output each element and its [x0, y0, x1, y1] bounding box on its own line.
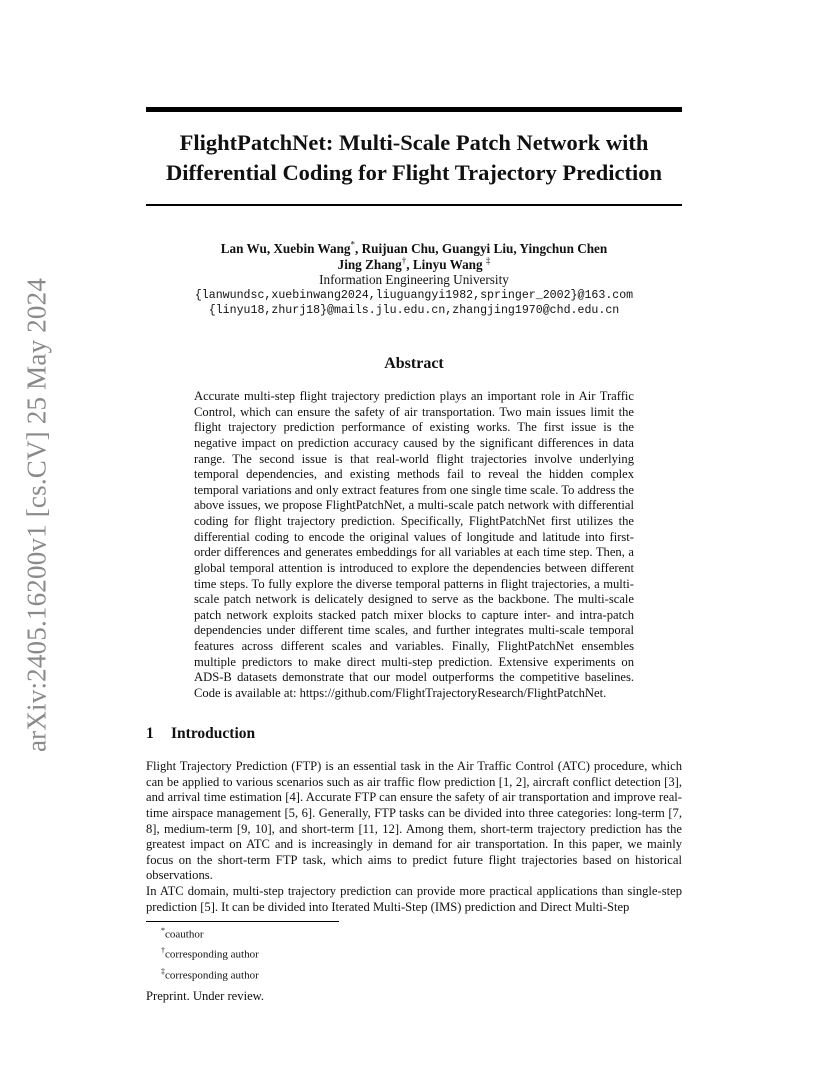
affiliation: Information Engineering University	[319, 272, 509, 287]
corresponding-mark-1: †	[401, 255, 407, 266]
email-line-2: {linyu18,zhurj18}@mails.jlu.edu.cn,zhangjing1970@chd.edu.cn	[208, 304, 620, 317]
footnote-1	[161, 923, 259, 943]
footnote-1-text: coauthor	[165, 928, 204, 941]
authors-text-c: Jing Zhang	[337, 256, 402, 272]
email-line-1: {lanwundsc,xuebinwang2024,liuguangyi1982,springer_2002}@163.com	[194, 288, 634, 302]
section-heading-introduction	[146, 725, 255, 743]
authors-text-b: , Ruijuan Chu, Guangyi Liu, Yingchun Chen	[355, 241, 608, 256]
authors-text-d: , Linyu Wang	[406, 256, 483, 272]
footnotes	[161, 923, 259, 984]
arxiv-identifier: arXiv:2405.16200v1 [cs.CV] 25 May 2024	[21, 277, 52, 753]
author-names-line-2	[146, 257, 682, 273]
preprint-note: Preprint. Under review.	[146, 989, 265, 1003]
author-names-line-1	[146, 241, 682, 257]
footnote-3-mark: ‡	[161, 966, 165, 976]
title-rule-top	[146, 107, 682, 112]
section-number: 1	[146, 725, 154, 742]
footnote-2	[161, 943, 259, 963]
paper-title-line-2: Differential Coding for Flight Trajectory Prediction	[166, 160, 662, 185]
abstract-heading: Abstract	[384, 355, 444, 372]
paper-title	[146, 128, 682, 188]
paper-title-line-1: FlightPatchNet: Multi-Scale Patch Network with	[179, 130, 649, 155]
corresponding-mark-2: ‡	[485, 255, 491, 266]
footnote-3-text: corresponding author	[165, 969, 259, 982]
footnote-rule	[146, 921, 339, 922]
footnote-3	[161, 964, 259, 984]
authors-text-a: Lan Wu, Xuebin Wang	[220, 241, 351, 256]
intro-paragraph-2: In ATC domain, multi-step trajectory prediction can provide more practical applications than single-step prediction [5]. It can be divided into Iterated Multi-Step (IMS) prediction and Direct Multi-Step	[146, 884, 682, 914]
abstract-text: Accurate multi-step flight trajectory prediction plays an important role in Air Traffic Control, which can ensure the safety of air transportation. Two main issues limit the flight trajectory prediction performance of existing works. The first issue is the negative impact on prediction accuracy caused by the significant differences in data range. The second issue is that real-world flight trajectories involve underlying temporal dependencies, and existing methods fail to reveal the hidden complex temporal variations and only extract features from one single time scale. To address the above issues, we propose FlightPatchNet, a multi-scale patch network with differential coding for flight trajectory prediction. Specifically, FlightPatchNet first utilizes the differential coding to encode the original values of longitude and latitude into first-order differences and generates embeddings for all variables at each time step. Then, a global temporal attention is introduced to explore the dependencies between different time steps. To fully explore the diverse temporal patterns in flight trajectories, a multi-scale patch network is delicately designed to serve as the backbone. The multi-scale patch network exploits stacked patch mixer blocks to capture inter- and intra-patch dependencies under different time scales, and further integrates multi-scale temporal features across different scales and variables. Finally, FlightPatchNet ensembles multiple predictors to make direct multi-step prediction. Extensive experiments on ADS-B datasets demonstrate that our model outperforms the competitive baselines. Code is available at: https://github.com/FlightTrajectoryResearch/FlightPatchNet.	[194, 389, 634, 700]
section-title: Introduction	[171, 725, 256, 742]
footnote-1-mark: *	[161, 926, 165, 935]
author-block	[146, 241, 682, 319]
footnote-2-mark: †	[161, 946, 165, 956]
intro-paragraph-1: Flight Trajectory Prediction (FTP) is an essential task in the Air Traffic Control (ATC) procedure, which can be applied to various scenarios such as air traffic flow prediction [1, 2], aircraft conflict detection [3], and arrival time estimation [4]. Accurate FTP can ensure the safety of air transportation and improve real-time airspace management [5, 6]. Generally, FTP tasks can be divided into three categories: long-term [7, 8], medium-term [9, 10], and short-term [11, 12]. Among them, short-term trajectory prediction has the greatest impact on ATC and is increasingly in demand for air transportation. In this paper, we mainly focus on the short-term FTP task, which aims to predict future flight trajectories based on historical observations.	[146, 759, 682, 883]
coauthor-mark: *	[350, 239, 355, 250]
title-rule-bottom	[146, 204, 682, 206]
footnote-2-text: corresponding author	[165, 949, 259, 962]
